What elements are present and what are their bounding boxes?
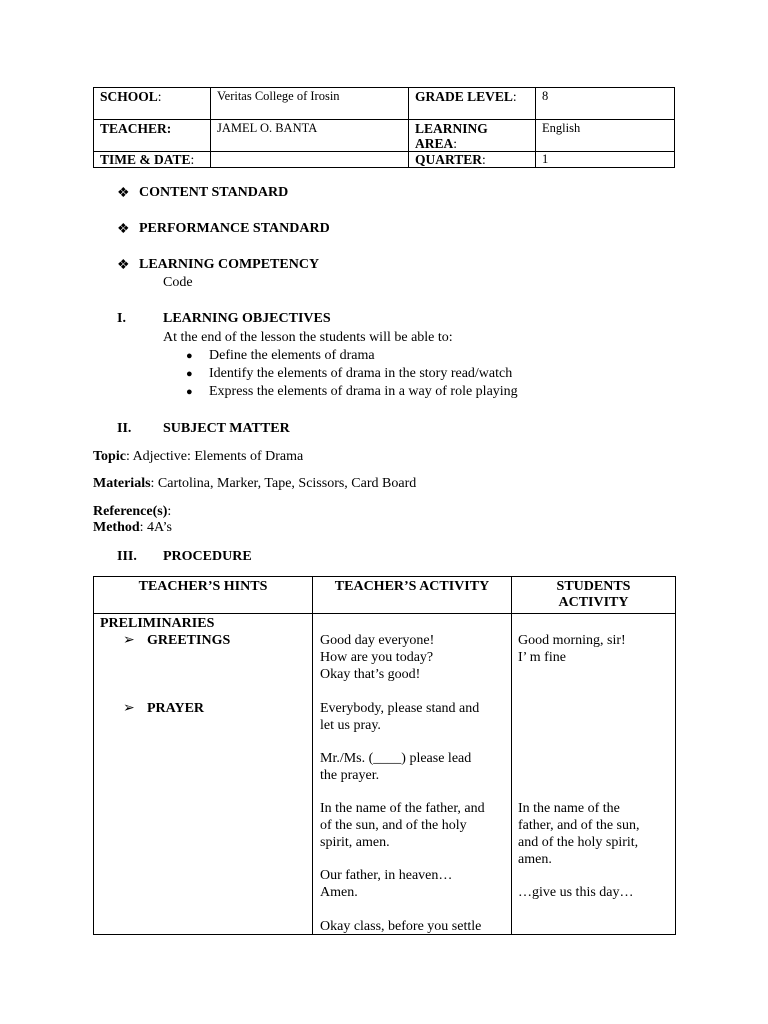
list-item: Express the elements of drama in a way of role playing — [209, 384, 518, 399]
arrow-icon: ➢ — [123, 633, 135, 648]
preliminaries-label: PRELIMINARIES — [100, 616, 215, 631]
student-line: I’ m fine — [518, 650, 566, 665]
prayer-label: PRAYER — [147, 701, 205, 716]
learning-competency-heading: LEARNING COMPETENCY — [139, 257, 320, 272]
teacher-activity-cell — [313, 614, 512, 935]
quarter-value: 1 — [536, 152, 675, 168]
teacher-line: Amen. — [320, 885, 358, 900]
bullet-icon: ● — [186, 350, 193, 362]
learning-area-value: English — [536, 120, 675, 152]
header-table — [93, 87, 675, 168]
teacher-line: Okay that’s good! — [320, 667, 421, 682]
teacher-line: spirit, amen. — [320, 835, 390, 850]
student-line: father, and of the sun, — [518, 818, 640, 833]
grade-level-label: GRADE LEVEL: — [409, 88, 536, 120]
column-header-teachers-activity: TEACHER’S ACTIVITY — [313, 577, 512, 614]
topic-line: Topic: Adjective: Elements of Drama — [93, 449, 304, 464]
procedure-heading: PROCEDURE — [163, 549, 252, 564]
method-line: Method: 4A’s — [93, 520, 172, 535]
quarter-label: QUARTER: — [409, 152, 536, 168]
time-date-label: TIME & DATE: — [94, 152, 211, 168]
column-header-students-activity: STUDENTS ACTIVITY — [512, 577, 676, 614]
school-label: SCHOOL: — [94, 88, 211, 120]
time-date-value — [211, 152, 409, 168]
learning-area-label: LEARNING AREA: — [409, 120, 536, 152]
teacher-line: let us pray. — [320, 718, 381, 733]
list-item: Identify the elements of drama in the story read/watch — [209, 366, 513, 381]
competency-code: Code — [163, 275, 193, 290]
grade-level-value: 8 — [536, 88, 675, 120]
subject-matter-numeral: II. — [117, 421, 132, 436]
bullet-icon: ● — [186, 368, 193, 380]
materials-line: Materials: Cartolina, Marker, Tape, Scissors, Card Board — [93, 476, 417, 491]
objectives-numeral: I. — [117, 311, 126, 326]
procedure-table — [93, 576, 676, 935]
teacher-line: of the sun, and of the holy — [320, 818, 467, 833]
students-activity-cell — [512, 614, 676, 935]
student-line: amen. — [518, 852, 552, 867]
hints-cell — [94, 614, 313, 935]
student-line: and of the holy spirit, — [518, 835, 639, 850]
teacher-line: How are you today? — [320, 650, 434, 665]
teacher-line: Our father, in heaven… — [320, 868, 453, 883]
bullet-icon: ● — [186, 386, 193, 398]
subject-matter-heading: SUBJECT MATTER — [163, 421, 290, 436]
student-line: In the name of the — [518, 801, 620, 816]
diamond-bullet-icon: ❖ — [117, 186, 130, 201]
greetings-label: GREETINGS — [147, 633, 231, 648]
teacher-line: Mr./Ms. (____) please lead — [320, 751, 472, 766]
column-header-teachers-hints: TEACHER’S HINTS — [94, 577, 313, 614]
student-line: Good morning, sir! — [518, 633, 626, 648]
procedure-numeral: III. — [117, 549, 137, 564]
list-item: Define the elements of drama — [209, 348, 375, 363]
objectives-intro: At the end of the lesson the students will be able to: — [163, 330, 453, 345]
teacher-line: Everybody, please stand and — [320, 701, 480, 716]
arrow-icon: ➢ — [123, 701, 135, 716]
teacher-line: In the name of the father, and — [320, 801, 485, 816]
objectives-heading: LEARNING OBJECTIVES — [163, 311, 331, 326]
teacher-value: JAMEL O. BANTA — [211, 120, 409, 152]
teacher-line: the prayer. — [320, 768, 380, 783]
content-standard-heading: CONTENT STANDARD — [139, 185, 289, 200]
diamond-bullet-icon: ❖ — [117, 222, 130, 237]
teacher-label: TEACHER: — [94, 120, 211, 152]
reference-line: Reference(s): — [93, 504, 172, 519]
teacher-line: Okay class, before you settle — [320, 919, 482, 934]
performance-standard-heading: PERFORMANCE STANDARD — [139, 221, 330, 236]
school-value: Veritas College of Irosin — [211, 88, 409, 120]
teacher-line: Good day everyone! — [320, 633, 435, 648]
student-line: …give us this day… — [518, 885, 634, 900]
diamond-bullet-icon: ❖ — [117, 258, 130, 273]
